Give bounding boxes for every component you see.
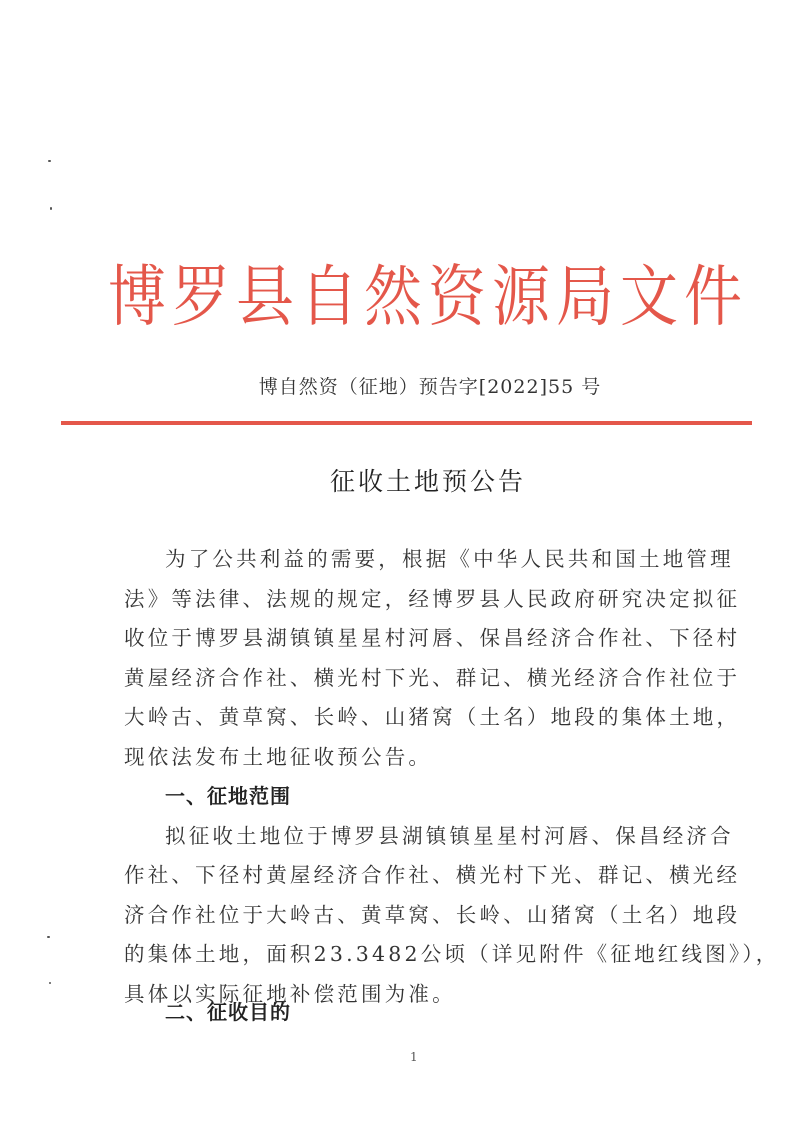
section-land-scope [124, 777, 780, 1014]
document-number: 博自然资（征地）预告字[2022]55 号 [258, 376, 602, 398]
page-number: 1 [410, 1050, 418, 1064]
paragraph-line: 济合作社位于大岭古、黄草窝、长岭、山猪窝（土名）地段 [124, 902, 741, 927]
scan-speck [49, 982, 51, 984]
section-heading: 二、征收目的 [165, 1000, 291, 1024]
intro-paragraph [124, 540, 741, 777]
paragraph-line: 作社、下径村黄屋经济合作社、横光村下光、群记、横光经 [124, 863, 741, 887]
section-purpose [124, 993, 724, 1033]
paragraph-line: 为了公共利益的需要，根据《中华人民共和国土地管理 [165, 547, 734, 571]
notice-title: 征收土地预公告 [329, 467, 526, 496]
red-divider-rule [61, 421, 752, 425]
paragraph-line: 法》等法律、法规的规定，经博罗县人民政府研究决定拟征 [124, 586, 741, 611]
scan-speck [47, 936, 50, 938]
paragraph-line: 收位于博罗县湖镇镇星星村河唇、保昌经济合作社、下径村 [124, 626, 741, 650]
paragraph-line: 大岭古、黄草窝、长岭、山猪窝（土名）地段的集体土地， [124, 705, 741, 729]
scan-speck [50, 207, 52, 210]
paragraph-line: 具体以实际征地补偿范围为准。 [124, 981, 456, 1006]
paragraph-line: 黄屋经济合作社、横光村下光、群记、横光经济合作社位于 [124, 665, 741, 690]
agency-header-title: 博罗县自然资源局文件 [108, 257, 749, 336]
scan-speck [48, 160, 51, 162]
paragraph-line: 拟征收土地位于博罗县湖镇镇星星村河唇、保昌经济合 [165, 823, 734, 848]
paragraph-line: 现依法发布土地征收预公告。 [124, 744, 433, 769]
paragraph-line: 的集体土地，面积23.3482公顷（详见附件《征地红线图》）， [124, 942, 780, 966]
section-heading: 一、征地范围 [165, 784, 291, 808]
